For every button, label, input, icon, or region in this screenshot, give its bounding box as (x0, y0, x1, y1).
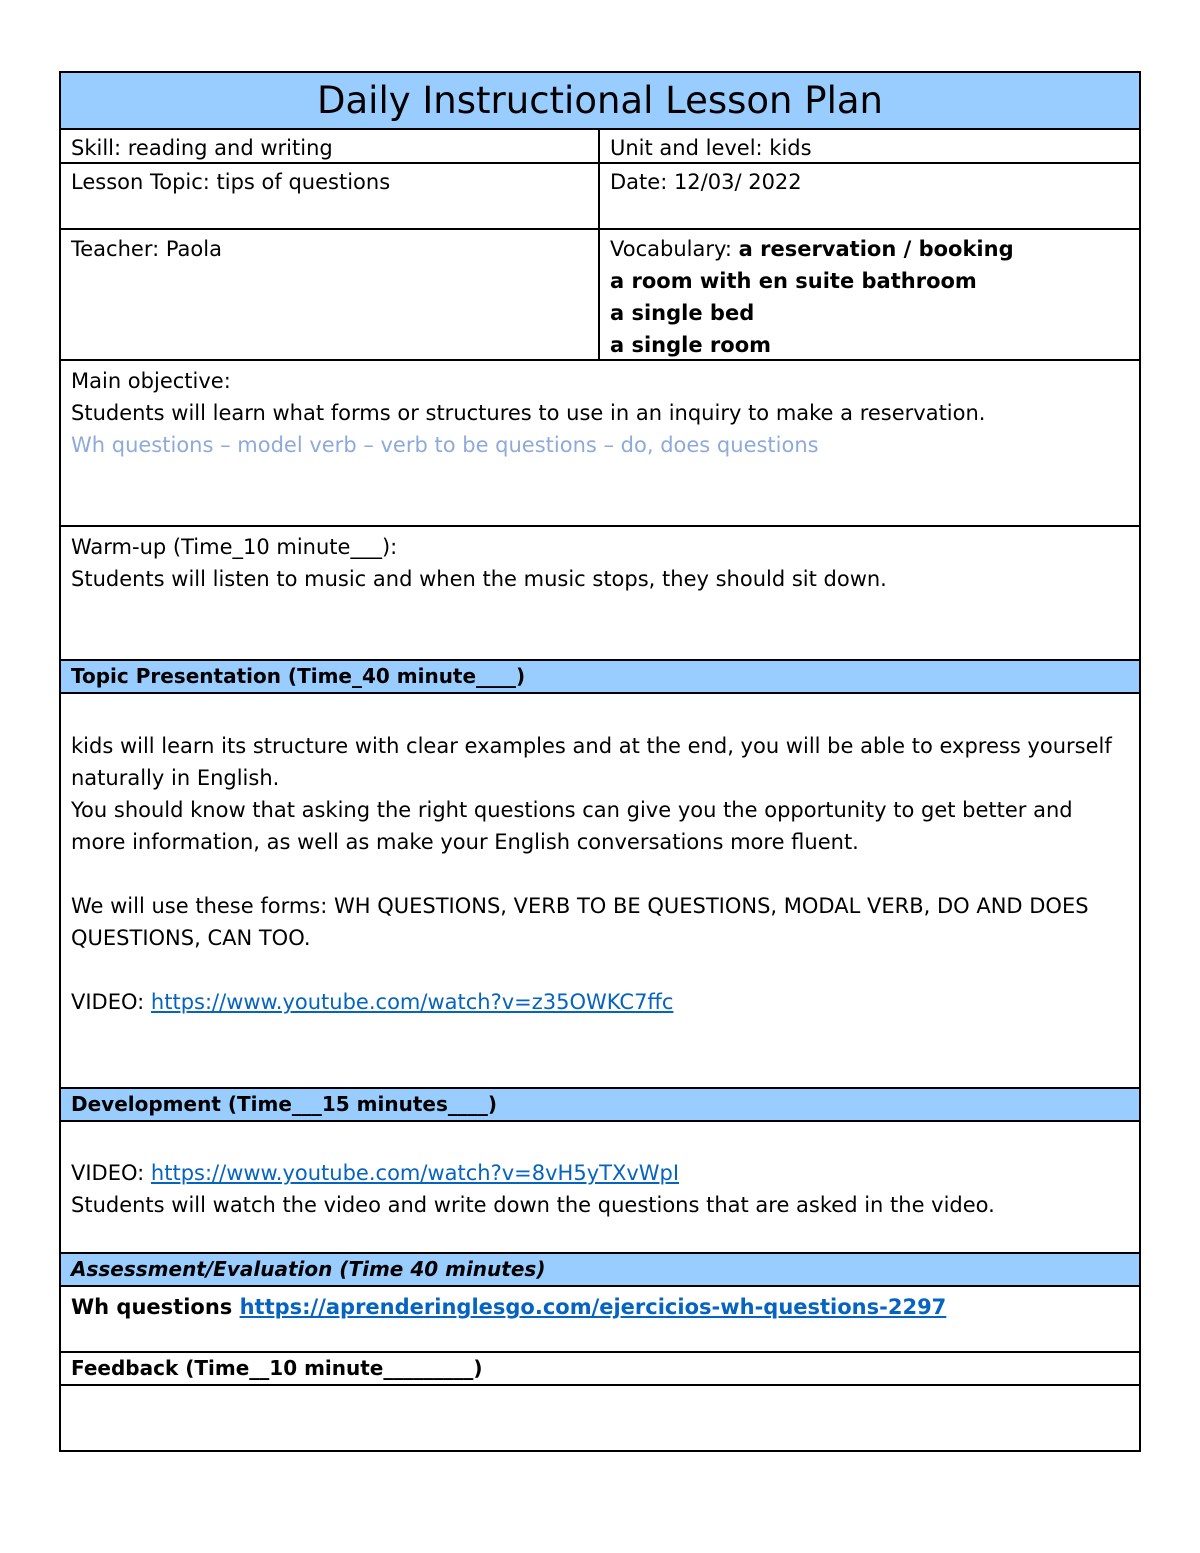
skill-unit-row (61, 128, 1139, 162)
assessment-heading: Assessment/Evaluation (Time 40 minutes) (61, 1252, 1139, 1285)
assessment-section (61, 1285, 1139, 1351)
topic-presentation-p1: kids will learn its structure with clear examples and at the end, you will be able to express yourself naturally in English. (71, 734, 1112, 790)
assessment-label: Wh questions (71, 1295, 240, 1319)
development-heading: Development (Time___15 minutes____) (61, 1087, 1139, 1120)
feedback-section (61, 1384, 1139, 1450)
topic-presentation-section (61, 692, 1139, 1087)
vocabulary-cell (600, 230, 1139, 359)
vocabulary-item: a room with en suite bathroom (610, 269, 977, 293)
page-title: Daily Instructional Lesson Plan (61, 73, 1139, 128)
assessment-link[interactable]: https://aprenderinglesgo.com/ejercicios-wh-questions-2297 (239, 1295, 947, 1319)
topic-presentation-heading: Topic Presentation (Time_40 minute____) (61, 659, 1139, 692)
feedback-heading: Feedback (Time__10 minute_________) (61, 1351, 1139, 1384)
video-link[interactable]: https://www.youtube.com/watch?v=8vH5yTXvWpI (150, 1161, 680, 1185)
development-section (61, 1120, 1139, 1252)
main-objective-text: Students will learn what forms or structures to use in an inquiry to make a reservation. (71, 401, 986, 425)
teacher-cell: Teacher: Paola (61, 230, 600, 359)
lesson-topic-cell: Lesson Topic: tips of questions (61, 164, 600, 228)
vocabulary-item: a single bed (610, 301, 755, 325)
date-cell: Date: 12/03/ 2022 (610, 170, 802, 194)
unit-level-cell: Unit and level: kids (610, 136, 812, 160)
skill-cell: Skill: reading and writing (61, 130, 600, 162)
topic-date-row (61, 162, 1139, 228)
warm-up-section (61, 525, 1139, 659)
topic-presentation-video (71, 986, 1129, 1018)
development-video (71, 1157, 1129, 1189)
main-objective-highlight: Wh questions – model verb – verb to be questions – do, does questions (71, 433, 819, 457)
assessment-line (71, 1291, 1129, 1323)
warm-up-text: Students will listen to music and when the music stops, they should sit down. (71, 567, 887, 591)
vocabulary-item: a single room (610, 333, 772, 357)
development-text: Students will watch the video and write down the questions that are asked in the video. (71, 1193, 995, 1217)
main-objective-section (61, 359, 1139, 525)
topic-presentation-p3: We will use these forms: WH QUESTIONS, VERB TO BE QUESTIONS, MODAL VERB, DO AND DOES QUESTIONS, CAN TOO. (71, 894, 1089, 950)
topic-presentation-p2: You should know that asking the right questions can give you the opportunity to get better and more information, as well as make your English conversations more fluent. (71, 798, 1073, 854)
video-link[interactable]: https://www.youtube.com/watch?v=z35OWKC7ffc (150, 990, 674, 1014)
main-objective-label: Main objective: (71, 369, 231, 393)
warm-up-label: Warm-up (Time_10 minute___): (71, 535, 398, 559)
vocabulary-label: Vocabulary: (610, 237, 739, 261)
lesson-plan-table (59, 71, 1141, 1452)
video-label: VIDEO: (71, 1161, 151, 1185)
teacher-vocab-row (61, 228, 1139, 359)
vocabulary-item: a reservation / booking (738, 237, 1014, 261)
video-label: VIDEO: (71, 990, 151, 1014)
